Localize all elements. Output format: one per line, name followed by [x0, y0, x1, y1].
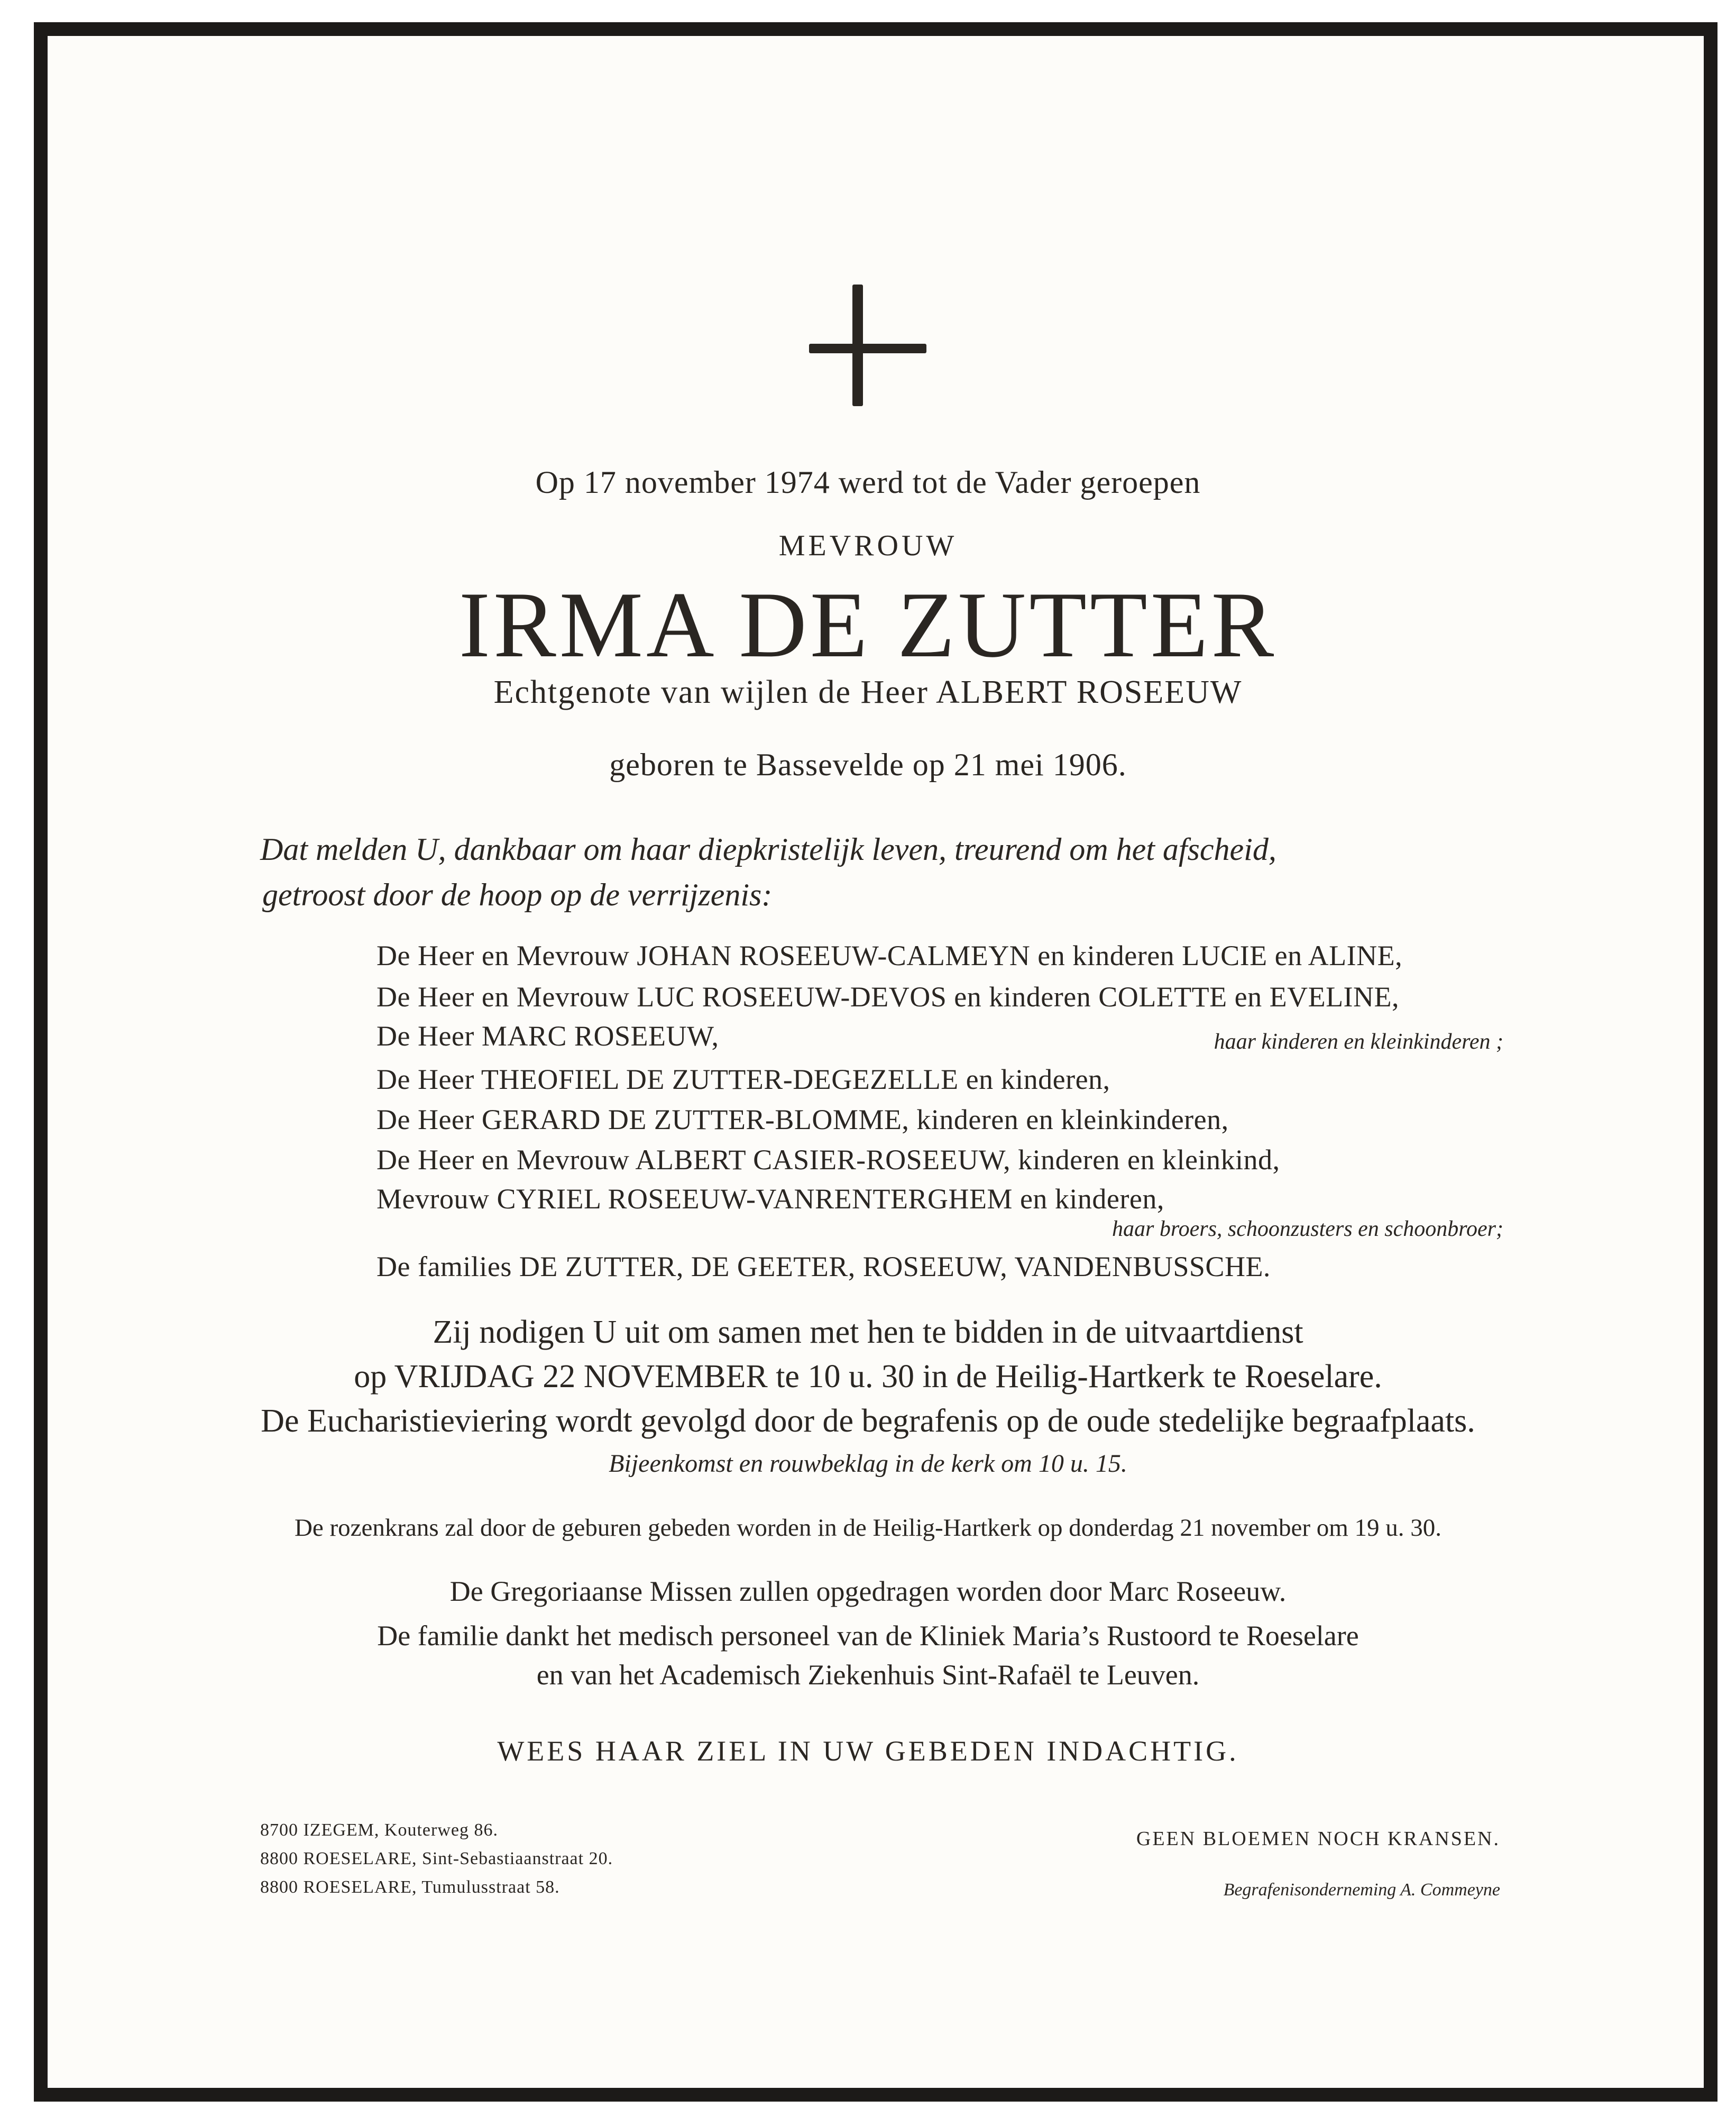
address-line: 8700 IZEGEM, Kouterweg 86. [260, 1820, 498, 1840]
family-line: De Heer THEOFIEL DE ZUTTER-DEGEZELLE en kinderen, [376, 1063, 1110, 1095]
family-line: De Heer en Mevrouw JOHAN ROSEEUW-CALMEYN en kinderen LUCIE en ALINE, [376, 940, 1403, 971]
intro-text: Op 17 november 1974 werd tot de Vader geroepen [535, 465, 1201, 500]
thanks-line-1: De familie dankt het medisch personeel van de Kliniek Maria’s Rustoord te Roeselare [377, 1620, 1359, 1652]
spouse-line: Echtgenote van wijlen de Heer ALBERT ROSEEUW [493, 674, 1243, 710]
undertaker-line: Begrafenisonderneming A. Commeyne [1223, 1880, 1500, 1900]
announcement-line-2: getroost door de hoop op de verrijzenis: [262, 877, 773, 912]
rosary-line: De rozenkrans zal door de geburen gebeden worden in de Heilig-Hartkerk op donderdag 21 november om 19 u. 30. [294, 1514, 1442, 1542]
closing-line: WEES HAAR ZIEL IN UW GEBEDEN INDACHTIG. [497, 1735, 1239, 1767]
family-line: De Heer MARC ROSEEUW, [376, 1020, 719, 1052]
family-note-children: haar kinderen en kleinkinderen ; [1214, 1030, 1503, 1054]
birth-line: geboren te Bassevelde op 21 mei 1906. [609, 747, 1127, 782]
family-line: De Heer en Mevrouw LUC ROSEEUW-DEVOS en kinderen COLETTE en EVELINE, [376, 981, 1400, 1013]
meeting-line: Bijeenkomst en rouwbeklag in de kerk om 10 u. 15. [609, 1450, 1127, 1478]
family-line: De families DE ZUTTER, DE GEETER, ROSEEUW, VANDENBUSSCHE. [376, 1251, 1271, 1282]
family-note-siblings: haar broers, schoonzusters en schoonbroer; [1112, 1217, 1503, 1241]
masses-line: De Gregoriaanse Missen zullen opgedragen worden door Marc Roseeuw. [449, 1575, 1287, 1607]
no-flowers-line: GEEN BLOEMEN NOCH KRANSEN. [1136, 1828, 1500, 1850]
announcement-line-1: Dat melden U, dankbaar om haar diepkristelijk leven, treurend om het afscheid, [260, 832, 1276, 867]
address-line: 8800 ROESELARE, Tumulusstraat 58. [260, 1877, 560, 1897]
address-line: 8800 ROESELARE, Sint-Sebastiaanstraat 20. [260, 1849, 613, 1868]
family-line: De Heer GERARD DE ZUTTER-BLOMME, kinderen en kleinkinderen, [376, 1104, 1229, 1135]
mourning-card-border [34, 22, 1717, 2102]
invitation-line-1: Zij nodigen U uit om samen met hen te bidden in de uitvaartdienst [433, 1314, 1303, 1350]
invitation-line-3: De Eucharistieviering wordt gevolgd door de begrafenis op de oude stedelijke begraafplaats. [261, 1403, 1475, 1439]
title-word: MEVROUW [778, 529, 958, 562]
thanks-line-2: en van het Academisch Ziekenhuis Sint-Rafaël te Leuven. [536, 1659, 1200, 1691]
family-line: De Heer en Mevrouw ALBERT CASIER-ROSEEUW, kinderen en kleinkind, [376, 1144, 1280, 1176]
deceased-name: IRMA DE ZUTTER [458, 572, 1278, 677]
family-line: Mevrouw CYRIEL ROSEEUW-VANRENTERGHEM en kinderen, [376, 1183, 1164, 1215]
invitation-line-2: op VRIJDAG 22 NOVEMBER te 10 u. 30 in de Heilig-Hartkerk te Roeselare. [354, 1359, 1382, 1395]
